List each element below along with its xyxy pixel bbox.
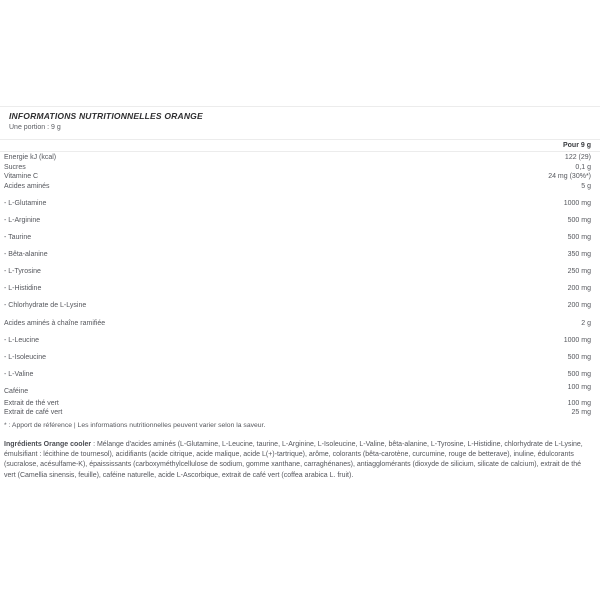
row-value: 350 mg	[567, 251, 591, 259]
row-value: 25 mg	[571, 409, 591, 417]
row-label: Energie kJ (kcal)	[4, 154, 57, 161]
table-row	[0, 199, 600, 209]
table-row	[0, 319, 600, 329]
row-value: 250 mg	[567, 268, 591, 276]
row-label: - L-Isoleucine	[4, 353, 47, 361]
column-header: Pour 9 g	[0, 140, 600, 152]
row-value: 1000 mg	[563, 199, 591, 207]
row-value: 200 mg	[567, 302, 591, 310]
table-row	[0, 301, 600, 311]
table-row	[0, 383, 600, 397]
row-label: - L-Glutamine	[4, 199, 47, 207]
table-row	[0, 353, 600, 363]
row-label: - L-Leucine	[4, 336, 40, 344]
table-row	[0, 336, 600, 346]
row-value: 200 mg	[567, 285, 591, 293]
row-value: 500 mg	[567, 353, 591, 361]
row-label: Acides aminés à chaîne ramifiée	[4, 319, 106, 327]
ingredients-paragraph	[0, 440, 600, 481]
row-value: 5 g	[581, 182, 591, 190]
row-value: 500 mg	[567, 216, 591, 224]
row-label: - Taurine	[4, 234, 32, 242]
row-value: 122 (29)	[564, 154, 591, 161]
table-row	[0, 284, 600, 294]
table-row	[0, 250, 600, 260]
table-row	[0, 216, 600, 226]
reference-footnote: * : Apport de référence | Les informations nutritionnelles peuvent varier selon la saveur.	[4, 421, 266, 429]
nutrition-rows	[0, 152, 600, 418]
nutrition-panel	[0, 106, 600, 488]
ingredients-text: : Mélange d'acides aminés (L-Glutamine, L-Leucine, taurine, L-Arginine, L-Isoleucine, L-Valine, bêta-alanine, L-Tyrosine, L-Histidine, chlorhydrate de L-Lysine, émulsifiant : lécithine de tournesol), acidifiants (acide citrique, acide malique, acide L(+)-tartrique), arôme, colorants (bêta-carotène, curcumine, rouge de betterave), inuline, édulcorants (sucralose, acésulfame-K), épaississants (carboxyméthylcellulose de sodium, gomme xanthane, carraghénanes), antiagglomérants (dioxyde de silicium, silicate de calcium), extrait de thé vert (Camellia sinensis, feuille), caféine naturelle, acide L-Ascorbique, extrait de café vert (coffea arabica L. fruit).	[4, 440, 583, 479]
table-row	[0, 182, 600, 192]
table-row	[0, 233, 600, 243]
row-value: 100 mg	[567, 383, 591, 391]
ingredients-lead: Ingrédients Orange cooler	[4, 440, 92, 448]
table-row	[0, 153, 600, 163]
row-value: 1000 mg	[563, 336, 591, 344]
row-value: 0,1 g	[575, 163, 591, 171]
table-row	[0, 408, 600, 418]
row-label: - L-Valine	[4, 370, 34, 378]
row-label: Caféine	[4, 387, 29, 395]
row-value: 500 mg	[567, 234, 591, 242]
row-label: - L-Tyrosine	[4, 268, 41, 276]
table-row	[0, 172, 600, 182]
row-label: - L-Histidine	[4, 285, 42, 293]
row-label: Sucres	[4, 163, 26, 171]
row-value: 24 mg (30%*)	[548, 173, 591, 181]
row-label: Vitamine C	[4, 173, 39, 181]
row-label: - L-Arginine	[4, 216, 41, 224]
table-row	[0, 370, 600, 380]
row-value: 500 mg	[567, 370, 591, 378]
row-value: 100 mg	[567, 399, 591, 407]
serving-size: Une portion : 9 g	[9, 124, 61, 131]
row-label: Acides aminés	[4, 182, 50, 190]
table-row	[0, 163, 600, 173]
panel-title: INFORMATIONS NUTRITIONNELLES ORANGE	[9, 111, 203, 121]
row-label: Extrait de thé vert	[4, 399, 59, 407]
table-row	[0, 399, 600, 409]
row-value: 2 g	[581, 319, 591, 327]
nutrition-header	[0, 107, 600, 140]
table-row	[0, 267, 600, 277]
row-label: Extrait de café vert	[4, 409, 63, 417]
row-label: - Bêta-alanine	[4, 251, 48, 259]
row-label: - Chlorhydrate de L-Lysine	[4, 302, 87, 310]
